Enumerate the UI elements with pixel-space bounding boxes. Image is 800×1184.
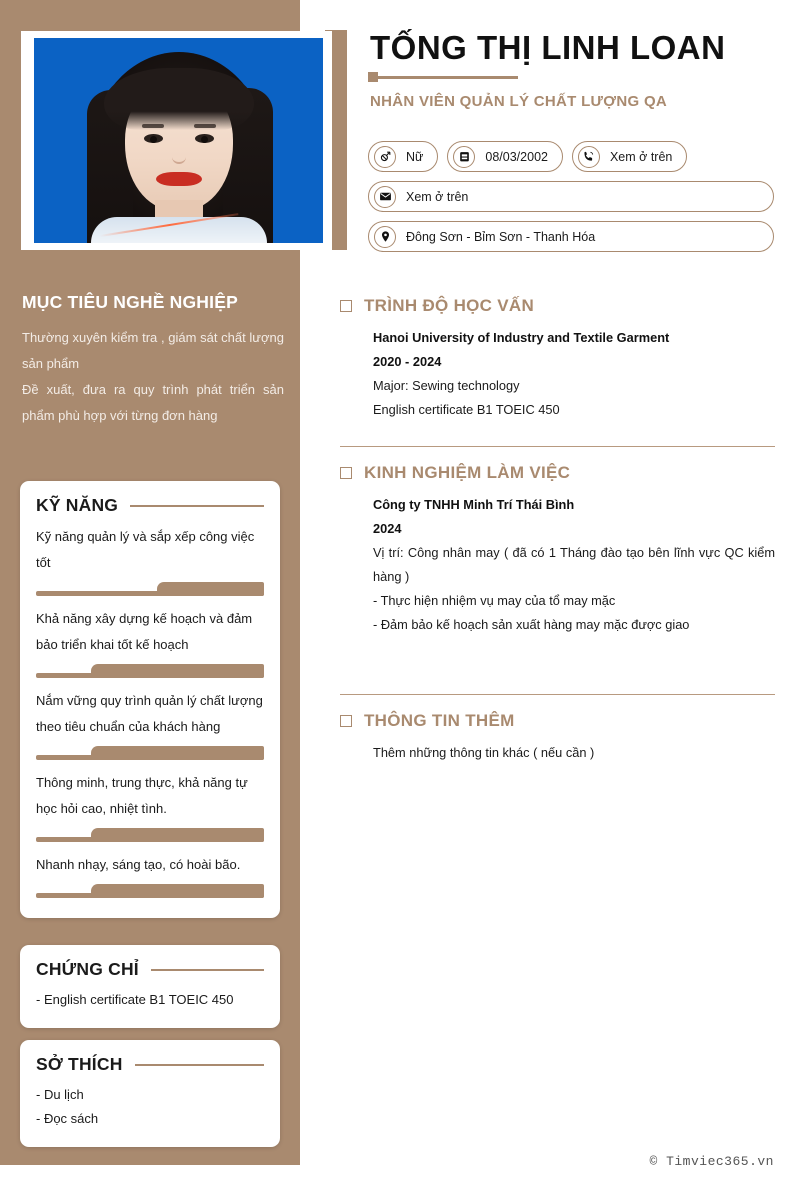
contact-birthday-value: 08/03/2002 [485, 149, 548, 164]
skill-level-bar [36, 664, 264, 678]
experience-section-header [340, 463, 775, 483]
calendar-icon [453, 146, 475, 168]
skill-level-bar [36, 828, 264, 842]
photo-eye-right [195, 134, 214, 143]
hobby-item: - Đọc sách [36, 1111, 99, 1126]
skill-bar-fill [91, 664, 264, 678]
experience-body [340, 493, 775, 637]
hobbies-list [36, 1083, 264, 1131]
education-heading: TRÌNH ĐỘ HỌC VẤN [364, 296, 535, 315]
skills-card-header [36, 495, 264, 516]
extra-info-section-header [340, 711, 775, 731]
career-objective-section [22, 292, 284, 429]
education-body [340, 326, 775, 422]
education-section-header [340, 296, 775, 316]
skill-item [36, 606, 264, 678]
contact-row-3 [368, 221, 774, 252]
photo-bangs [104, 68, 254, 130]
square-bullet-icon [340, 300, 352, 312]
contact-address-value: Đông Sơn - Bỉm Sơn - Thanh Hóa [406, 229, 596, 244]
certificates-heading-rule [151, 969, 264, 971]
photo-brow-left [142, 124, 164, 128]
experience-duty-1: - Thực hiện nhiệm vụ may của tổ may mặc [373, 593, 616, 609]
skill-bar-fill [91, 884, 264, 898]
contact-phone-value: Xem ở trên [609, 149, 673, 164]
hobbies-heading-rule [135, 1064, 264, 1066]
contact-birthday[interactable] [447, 141, 563, 172]
skill-label: Nắm vững quy trình quản lý chất lượng theo tiêu chuẩn của khách hàng [36, 693, 263, 734]
extra-info-body [340, 741, 775, 765]
contact-row-2 [368, 181, 774, 212]
skill-item [36, 688, 264, 760]
certificates-heading: CHỨNG CHỈ [36, 959, 139, 979]
education-certificate: English certificate B1 TOEIC 450 [373, 402, 560, 417]
skill-bar-fill [91, 746, 264, 760]
contact-email-value: Xem ở trên [406, 189, 469, 204]
skill-item [36, 524, 264, 596]
contact-address[interactable] [368, 221, 774, 252]
experience-position: Vị trí: Công nhân may ( đã có 1 Tháng đào tạo bên lĩnh vực QC kiểm hàng ) [373, 545, 775, 585]
gender-icon [374, 146, 396, 168]
phone-icon [578, 146, 600, 168]
career-objective-line-2: Đề xuất, đưa ra quy trình phát triển sản phẩm phù hợp với từng đơn hàng [22, 382, 284, 423]
photo-lips [156, 172, 202, 186]
contact-email[interactable] [368, 181, 774, 212]
contact-row-1 [368, 141, 774, 172]
experience-heading: KINH NGHIỆM LÀM VIỆC [364, 463, 571, 483]
location-pin-icon [374, 226, 396, 248]
footer-watermark: © Timviec365.vn [649, 1154, 774, 1169]
skill-item [36, 770, 264, 842]
skills-heading: KỸ NĂNG [36, 495, 119, 515]
square-bullet-icon [340, 715, 352, 727]
extra-info-section [340, 694, 775, 765]
title-accent-rule [368, 72, 518, 82]
skill-level-bar [36, 582, 264, 596]
experience-year: 2024 [373, 521, 402, 537]
skill-bar-fill [91, 828, 264, 842]
skill-label: Kỹ năng quản lý và sắp xếp công việc tốt [36, 529, 255, 570]
skill-level-bar [36, 884, 264, 898]
education-section [340, 296, 775, 422]
hobbies-heading: SỞ THÍCH [36, 1054, 123, 1074]
certificates-list [36, 988, 264, 1012]
career-objective-line-1: Thường xuyên kiểm tra , giám sát chất lượng sản phẩm [22, 330, 284, 371]
education-school: Hanoi University of Industry and Textile Garment [373, 330, 670, 345]
certificates-card [20, 945, 280, 1028]
experience-duty-2: - Đảm bảo kế hoạch sản xuất hàng may mặc được giao [373, 617, 690, 633]
contact-gender[interactable] [368, 141, 438, 172]
skill-item [36, 852, 264, 898]
skill-level-bar [36, 746, 264, 760]
certificates-card-header [36, 959, 264, 980]
career-objective-heading: MỤC TIÊU NGHỀ NGHIỆP [22, 292, 238, 312]
experience-divider [340, 446, 775, 447]
skills-heading-rule [130, 505, 264, 507]
contact-gender-value: Nữ [406, 149, 424, 164]
extra-info-heading: THÔNG TIN THÊM [364, 711, 515, 731]
skill-label: Nhanh nhạy, sáng tạo, có hoài bão. [36, 857, 241, 872]
skill-label: Thông minh, trung thực, khả năng tự học hỏi cao, nhiệt tình. [36, 775, 248, 816]
skill-bar-fill [157, 582, 264, 596]
photo-brow-right [194, 124, 216, 128]
photo-eye-left [144, 134, 163, 143]
education-years: 2020 - 2024 [373, 354, 442, 369]
contact-phone[interactable] [572, 141, 687, 172]
experience-section [340, 446, 775, 637]
experience-company: Công ty TNHH Minh Trí Thái Bình [373, 497, 575, 513]
envelope-icon [374, 186, 396, 208]
photo-shirt [91, 217, 267, 243]
candidate-job-title: NHÂN VIÊN QUẢN LÝ CHẤT LƯỢNG QA [370, 93, 668, 110]
skill-label: Khả năng xây dựng kế hoạch và đảm bảo triển khai tốt kế hoạch [36, 611, 253, 652]
extra-info-note: Thêm những thông tin khác ( nếu cần ) [373, 745, 595, 761]
skills-list [36, 524, 264, 898]
certificate-item: - English certificate B1 TOEIC 450 [36, 992, 234, 1007]
skills-card [20, 481, 280, 918]
hobbies-card [20, 1040, 280, 1147]
hobby-item: - Du lịch [36, 1087, 84, 1102]
extra-info-divider [340, 694, 775, 695]
candidate-name: TỐNG THỊ LINH LOAN [370, 29, 726, 66]
education-major: Major: Sewing technology [373, 378, 520, 393]
contact-info-group [368, 141, 774, 261]
profile-photo [34, 38, 323, 243]
profile-photo-frame [21, 31, 332, 250]
square-bullet-icon [340, 467, 352, 479]
hobbies-card-header [36, 1054, 264, 1075]
